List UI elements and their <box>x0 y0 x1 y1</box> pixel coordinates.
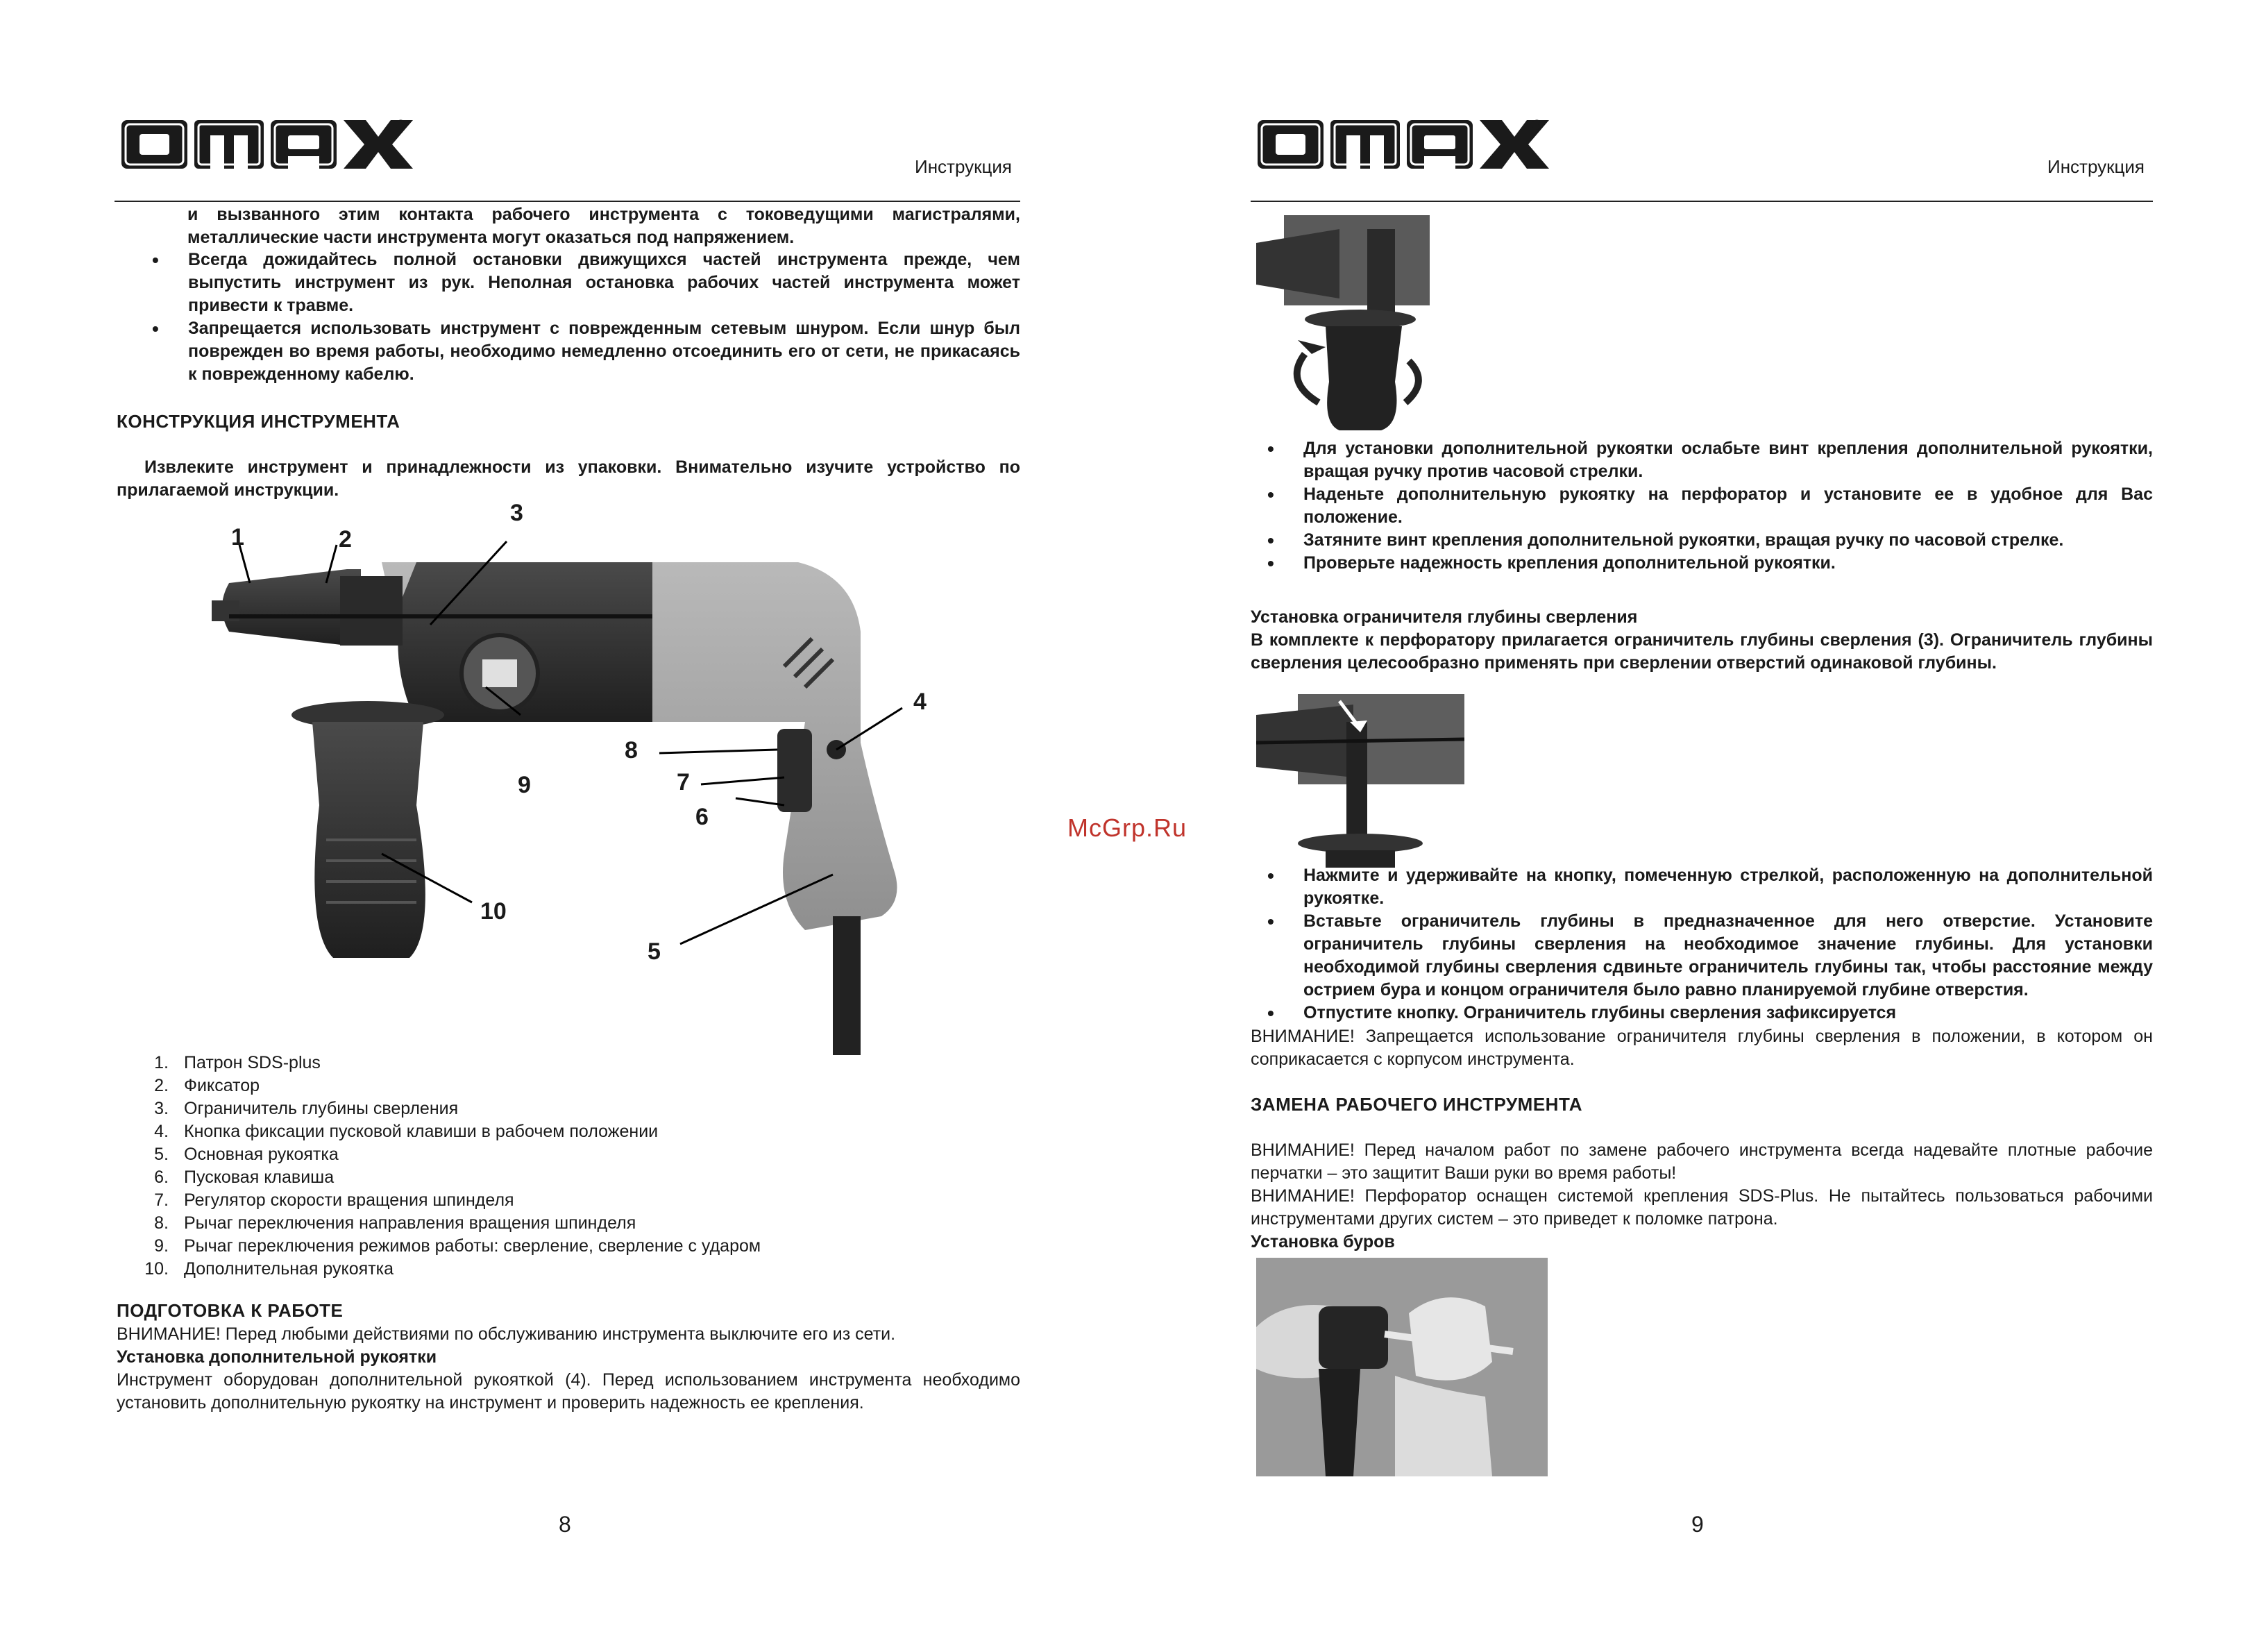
handle-bullets <box>1251 437 2153 575</box>
depth-warning: ВНИМАНИЕ! Запрещается использование ограничителя глубины сверления в положении, в котором он соприкасается с корпусом инструмента. <box>1251 1027 2153 1069</box>
omax-logo-graphic <box>1258 115 1549 174</box>
depth-bullet: • Вставьте ограничитель глубины в предназначенное для него отверстие. Установите ограничитель глубины сверления на необходимое значение глубины. Для установки необходимой глубины сверления сдвиньте ограничитель глубины так, чтобы расстояние между острием бура и концом ограничителя было равно планируемой глубине отверстия. <box>1251 910 2153 1002</box>
callout-6: 6 <box>695 804 709 830</box>
parts-list-item: 5. Основная рукоятка <box>154 1145 339 1164</box>
page-number: 8 <box>559 1512 571 1537</box>
callout-8: 8 <box>625 737 638 764</box>
section-heading-tool-change: ЗАМЕНА РАБОЧЕГО ИНСТРУМЕНТА <box>1251 1094 1582 1115</box>
parts-list-item: 3. Ограничитель глубины сверления <box>154 1099 459 1118</box>
parts-list-item: 7. Регулятор скорости вращения шпинделя <box>154 1190 514 1210</box>
header-title: Инструкция <box>915 156 1012 177</box>
handle-bullet: • Для установки дополнительной рукоятки ослабьте винт крепления дополнительной рукоятки, вращая ручку против часовой стрелки. <box>1251 437 2153 483</box>
depth-bullet: • Отпустите кнопку. Ограничитель глубины сверления зафиксируется <box>1251 1002 2153 1025</box>
callout-7: 7 <box>677 769 690 795</box>
tool-change-warning-1: ВНИМАНИЕ! Перед началом работ по замене рабочего инструмента всегда надевайте плотные рабочие перчатки – это защитит Ваши руки во время работы! <box>1251 1140 2153 1183</box>
depth-text: В комплекте к перфоратору прилагается ограничитель глубины сверления (3). Ограничитель глубины сверления целесообразно применять при сверлении отверстий одинаковой глубины. <box>1251 630 2153 673</box>
tool-change-warning-2: ВНИМАНИЕ! Перфоратор оснащен системой крепления SDS-Plus. Не пытайтесь пользоваться рабочими инструментами других систем – это приведет к поломке патрона. <box>1251 1186 2153 1229</box>
header-rule <box>1251 201 2153 202</box>
section-heading-preparation: ПОДГОТОВКА К РАБОТЕ <box>117 1300 344 1321</box>
handle-bullet: • Затяните винт крепления дополнительной рукоятки, вращая ручку по часовой стрелке. <box>1251 529 2153 552</box>
depth-bullets <box>1251 864 2153 1025</box>
continued-bullet-text: и вызванного этим контакта рабочего инструмента с токоведущими магистралями, металлические части инструмента могут оказаться под напряжением. <box>187 205 1020 247</box>
handle-bullet: • Наденьте дополнительную рукоятку на перфоратор и установите ее в удобное для Вас положение. <box>1251 483 2153 529</box>
aux-handle-subheading: Установка дополнительной рукоятки <box>117 1347 437 1367</box>
callout-1: 1 <box>231 524 244 550</box>
leader-line-7 <box>701 777 784 784</box>
safety-bullets <box>135 248 1020 386</box>
depth-heading: Установка ограничителя глубины сверления <box>1251 607 1638 627</box>
safety-bullet: • Всегда дожидайтесь полной остановки движущихся частей инструмента прежде, чем выпустить инструмент из рук. Неполная остановка рабочих частей инструмента может привести к травме. <box>135 248 1020 317</box>
registered-mark: ® <box>1532 118 1542 133</box>
parts-list-item: 9. Рычаг переключения режимов работы: сверление, сверление с ударом <box>154 1236 761 1256</box>
header-title: Инструкция <box>2047 156 2145 177</box>
callout-9: 9 <box>518 772 531 798</box>
parts-list <box>135 1052 1020 1281</box>
drill-diagram <box>208 514 923 1055</box>
leader-line-8 <box>659 750 777 753</box>
safety-bullet: • Запрещается использовать инструмент с поврежденным сетевым шнуром. Если шнур был поврежден во время работы, необходимо немедленно отсоединить его от сети, не прикасаясь к поврежденному кабелю. <box>135 317 1020 386</box>
drill-install-heading: Установка буров <box>1251 1232 1395 1251</box>
registered-mark: ® <box>396 118 406 133</box>
parts-list-item: 2. Фиксатор <box>154 1076 260 1095</box>
parts-list-item: 6. Пусковая клавиша <box>154 1168 335 1187</box>
omax-logo <box>1258 115 1549 174</box>
aux-handle-text: Инструмент оборудован дополнительной рукояткой (4). Перед использованием инструмента необходимо установить дополнительную рукоятку на инструмент и проверить надежность ее крепления. <box>117 1370 1020 1413</box>
callout-3: 3 <box>510 500 523 526</box>
construction-intro: Извлеките инструмент и принадлежности из упаковки. Внимательно изучите устройство по прилагаемой инструкции. <box>117 457 1020 500</box>
header-rule <box>115 201 1020 202</box>
drill-install-photo <box>1256 1258 1548 1476</box>
watermark: McGrp.Ru <box>1067 814 1187 842</box>
page-number: 9 <box>1691 1512 1704 1537</box>
aux-handle-photo <box>1256 215 1430 430</box>
leader-line-6 <box>736 798 784 805</box>
page-right <box>1133 0 2266 1652</box>
preparation-warning: ВНИМАНИЕ! Перед любыми действиями по обслуживанию инструмента выключите его из сети. <box>117 1324 896 1344</box>
callout-2: 2 <box>339 526 352 553</box>
parts-list-item: 1. Патрон SDS-plus <box>154 1053 321 1072</box>
omax-logo <box>121 115 413 174</box>
parts-list-item: 8. Рычаг переключения направления вращения шпинделя <box>154 1213 636 1233</box>
callout-5: 5 <box>648 938 661 965</box>
omax-logo-graphic <box>121 115 413 174</box>
parts-list-item: 4. Кнопка фиксации пусковой клавиши в рабочем положении <box>154 1122 659 1141</box>
depth-bullet: • Нажмите и удерживайте на кнопку, помеченную стрелкой, расположенную на дополнительной рукоятке. <box>1251 864 2153 910</box>
handle-bullet: • Проверьте надежность крепления дополнительной рукоятки. <box>1251 552 2153 575</box>
section-heading-construction: КОНСТРУКЦИЯ ИНСТРУМЕНТА <box>117 411 400 432</box>
depth-stop-photo <box>1256 694 1464 868</box>
callout-4: 4 <box>913 689 927 715</box>
callout-10: 10 <box>480 898 507 925</box>
parts-list-item: 10. Дополнительная рукоятка <box>144 1259 394 1279</box>
